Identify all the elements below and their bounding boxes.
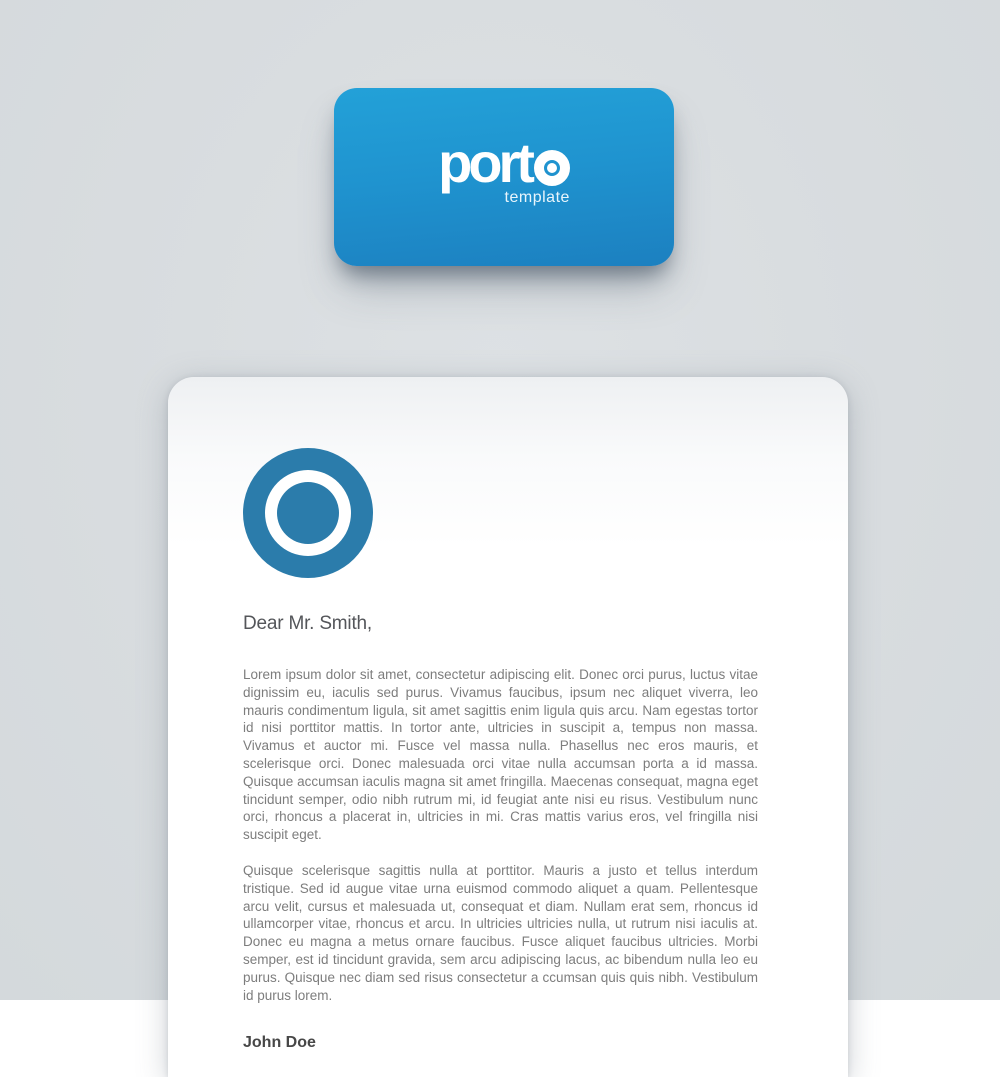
business-card [334,88,674,266]
porto-logo-tagline: template [504,189,570,207]
logo-inner-ring [265,470,351,556]
porto-logo-row [438,131,570,194]
porto-logo-text: port [438,131,531,194]
porto-circle-logo-icon [243,448,373,578]
letter-greeting: Dear Mr. Smith, [243,613,372,634]
letter-document [168,377,848,1077]
letter-signature: John Doe [243,1034,316,1052]
porto-logo-o-icon [534,150,570,186]
porto-logo [438,131,570,207]
letter-paragraph-1: Lorem ipsum dolor sit amet, consectetur adipiscing elit. Donec orci purus, luctus vitae dignissim eu, iaculis sed purus. Vivamus faucibus, ipsum nec aliquet viverra, leo mauris condimentum ligula, sit amet sagittis enim ligula quis arcu. Nam egestas tortor id nisi porttitor mattis. In tortor ante, ultricies in suscipit a, tempus non massa. Vivamus et auctor mi. Fusce vel massa nulla. Phasellus nec eros mauris, et scelerisque orci. Donec malesuada orci vitae nulla accumsan porta a id massa. Quisque accumsan iaculis magna sit amet fringilla. Maecenas consequat, magna eget tincidunt semper, odio nibh rutrum mi, id feugiat ante nisi eu risus. Vestibulum nunc orci, rhoncus a placerat in, ultricies in mi. Cras mattis varius eros, vel fringilla nisi suscipit eget. [243,667,758,843]
letter-paragraph-2: Quisque scelerisque sagittis nulla at porttitor. Mauris a justo et tellus interdum tristique. Sed id augue vitae urna euismod commodo aliquet a quam. Pellentesque arcu velit, cursus et malesuada ut, consequat et diam. Nullam erat sem, rhoncus id ullamcorper vitae, rhoncus et arcu. In ultricies ultricies nulla, ut rutrum nisi iaculis at. Donec eu magna a metus ornare faucibus. Fusce aliquet faucibus ultricies. Morbi semper, est id tincidunt gravida, sem arcu adipiscing lacus, ac bibendum nulla leo eu purus. Quisque nec diam sed risus consectetur a ccumsan quis quis nibh. Vestibulum id purus lorem. [243,862,758,1003]
logo-center-dot [277,482,339,544]
